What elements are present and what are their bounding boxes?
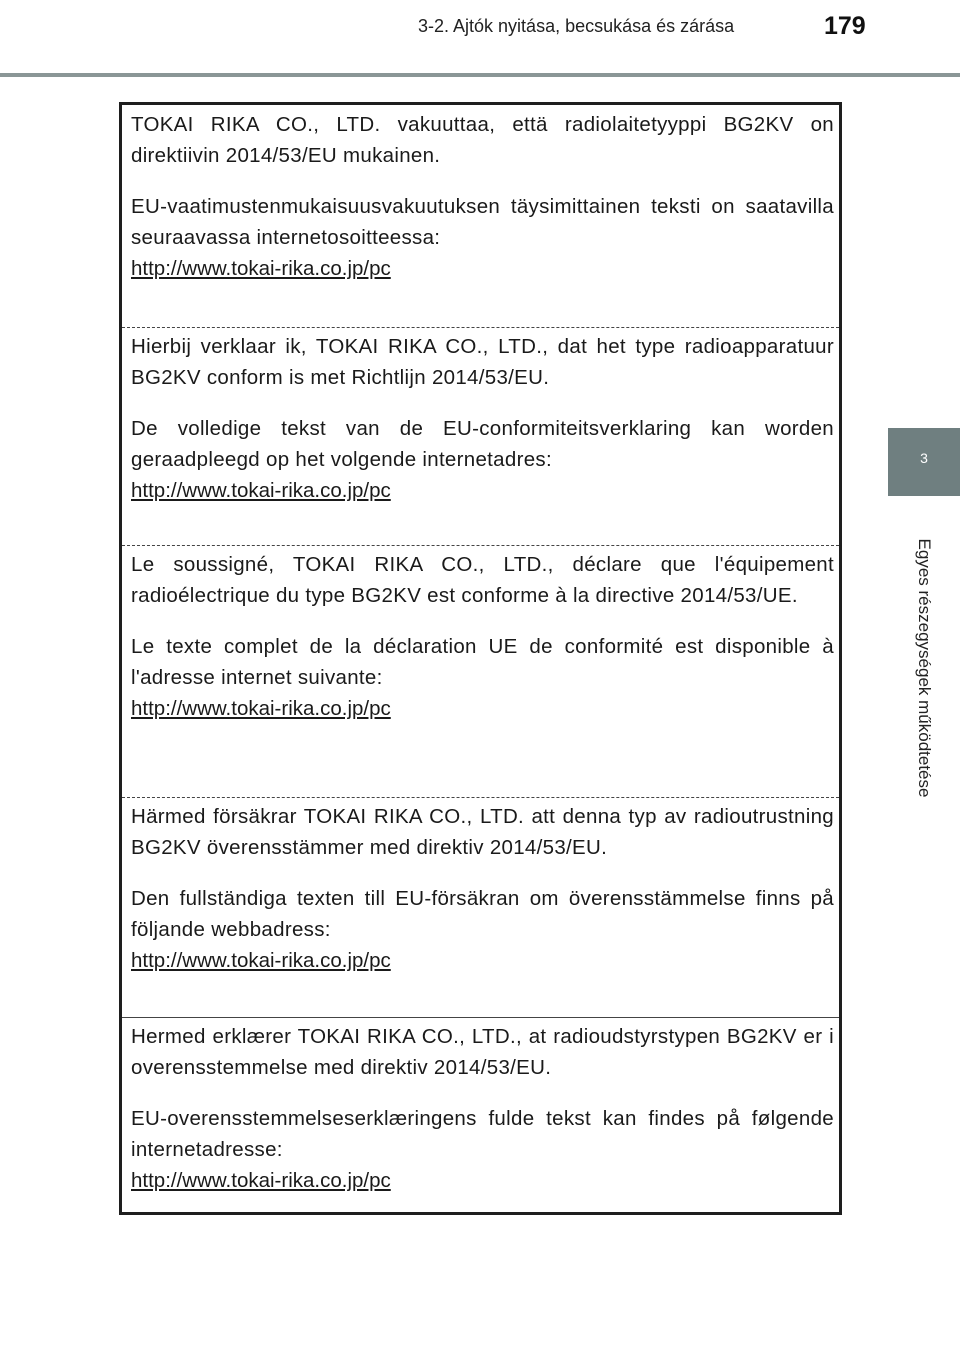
declaration-statement: Le soussigné, TOKAI RIKA CO., LTD., déclare que l'équipement radioélectrique du type BG2KV est conforme à la directive 2014/53/UE. <box>131 553 834 607</box>
page-number: 179 <box>824 12 866 40</box>
declaration-availability: Le texte complet de la déclaration UE de conformité est disponible à l'adresse internet suivante: <box>131 635 834 689</box>
declaration-url[interactable]: http://www.tokai-rika.co.jp/pc <box>131 1169 391 1192</box>
declaration-box <box>119 102 842 1215</box>
declaration-dutch <box>131 331 834 506</box>
page-header <box>0 0 960 80</box>
declaration-statement: TOKAI RIKA CO., LTD. vakuuttaa, että radiolaitetyyppi BG2KV on direktiivin 2014/53/EU mukainen. <box>131 113 834 167</box>
chapter-number: 3 <box>920 450 928 466</box>
chapter-tab[interactable] <box>888 428 960 496</box>
chapter-title: Egyes részegységek működtetése <box>915 538 934 798</box>
declaration-danish <box>131 1021 834 1196</box>
section-divider <box>122 797 839 798</box>
declaration-url[interactable]: http://www.tokai-rika.co.jp/pc <box>131 479 391 502</box>
declaration-swedish <box>131 801 834 976</box>
section-divider <box>122 1017 839 1018</box>
section-divider <box>122 545 839 546</box>
declaration-availability: Den fullständiga texten till EU-försäkran om överensstämmelse finns på följande webbadress: <box>131 887 834 941</box>
section-title: 3-2. Ajtók nyitása, becsukása és zárása <box>418 16 735 36</box>
declaration-availability: EU-overensstemmelseserklæringens fulde tekst kan findes på følgende internetadresse: <box>131 1107 834 1161</box>
section-divider <box>122 327 839 328</box>
declaration-statement: Hermed erklærer TOKAI RIKA CO., LTD., at radioudstyrstypen BG2KV er i overensstemmelse med direktiv 2014/53/EU. <box>131 1025 834 1079</box>
declaration-french <box>131 549 834 724</box>
declaration-url[interactable]: http://www.tokai-rika.co.jp/pc <box>131 257 391 280</box>
declaration-url[interactable]: http://www.tokai-rika.co.jp/pc <box>131 949 391 972</box>
declaration-availability: De volledige tekst van de EU-conformiteitsverklaring kan worden geraadpleegd op het volgende internetadres: <box>131 417 834 471</box>
declaration-statement: Härmed försäkrar TOKAI RIKA CO., LTD. att denna typ av radioutrustning BG2KV överensstämmer med direktiv 2014/53/EU. <box>131 805 834 859</box>
declaration-finnish <box>131 109 834 284</box>
header-rule <box>0 73 960 77</box>
declaration-url[interactable]: http://www.tokai-rika.co.jp/pc <box>131 697 391 720</box>
declaration-availability: EU-vaatimustenmukaisuusvakuutuksen täysimittainen teksti on saatavilla seuraavassa internetosoitteessa: <box>131 195 834 249</box>
declaration-statement: Hierbij verklaar ik, TOKAI RIKA CO., LTD., dat het type radioapparatuur BG2KV conform is met Richtlijn 2014/53/EU. <box>131 335 834 389</box>
